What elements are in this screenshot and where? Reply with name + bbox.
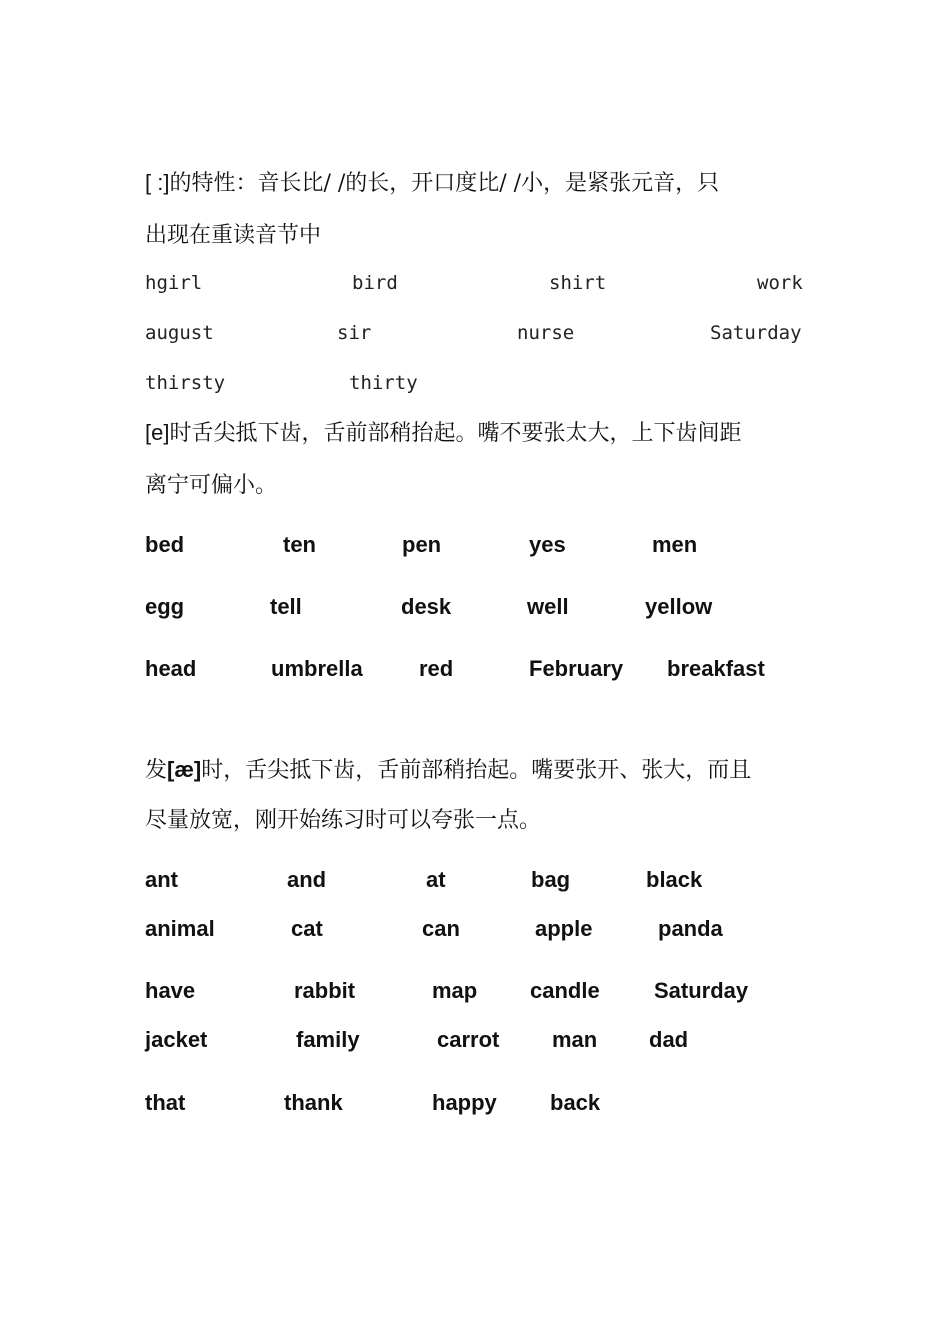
word: work [757, 272, 803, 294]
word: rabbit [294, 978, 356, 1003]
section-ae-symbol: [æ] [167, 757, 202, 782]
word: ten [283, 532, 316, 557]
word: map [432, 978, 478, 1003]
word: Saturday [710, 322, 802, 344]
word: yellow [645, 594, 713, 619]
word: carrot [437, 1027, 500, 1052]
word: shirt [549, 272, 607, 294]
word: candle [530, 978, 600, 1003]
word: pen [402, 532, 442, 557]
word: jacket [145, 1027, 208, 1052]
word: red [419, 656, 454, 681]
word: well [527, 594, 569, 619]
word: panda [658, 916, 723, 941]
word: bird [352, 272, 398, 294]
word: umbrella [271, 656, 363, 681]
word: yes [529, 532, 566, 557]
word: cat [291, 916, 323, 941]
section-e-description-line-2: 离宁可偏小。 [145, 473, 278, 498]
word: February [529, 656, 624, 681]
word: at [426, 867, 446, 892]
word: august [145, 322, 214, 344]
section-er-symbol: [ :] [145, 170, 170, 195]
word: family [296, 1027, 360, 1052]
section-e-desc-1: 时舌尖抵下齿，舌前部稍抬起。嘴不要张太大，上下齿间距 [169, 421, 742, 446]
word: head [145, 656, 197, 681]
word: back [550, 1090, 601, 1115]
word: breakfast [667, 656, 765, 681]
section-er-description-line-1 [145, 166, 807, 197]
word: bed [145, 532, 185, 557]
word: thirsty [145, 372, 226, 394]
word: have [145, 978, 196, 1003]
section-e-symbol: [e] [145, 420, 170, 445]
section-er-desc-1: 的特性：音长比/ /的长，开口度比/ /小，是紧张元音，只 [169, 171, 720, 196]
word: ant [145, 867, 178, 892]
word: nurse [517, 322, 575, 344]
section-ae-desc-1: 时，舌尖抵下齿，舌前部稍抬起。嘴要张开、张大，而且 [201, 758, 752, 783]
word: and [287, 867, 327, 892]
section-e-description-line-1 [145, 416, 807, 447]
word: Saturday [654, 978, 749, 1003]
word: that [145, 1090, 186, 1115]
word: dad [649, 1027, 689, 1052]
word: men [652, 532, 698, 557]
word: egg [145, 594, 185, 619]
word: can [422, 916, 460, 941]
word: man [552, 1027, 598, 1052]
section-ae-description-line-2: 尽量放宽，刚开始练习时可以夸张一点。 [145, 808, 542, 833]
word: sir [337, 322, 372, 344]
word: hgirl [145, 272, 203, 294]
word: bag [531, 867, 571, 892]
section-ae-prefix: 发 [145, 758, 168, 783]
word: tell [270, 594, 302, 619]
section-er-description-line-2: 出现在重读音节中 [145, 223, 322, 248]
word: apple [535, 916, 593, 941]
word: thirty [349, 372, 418, 394]
word: happy [432, 1090, 497, 1115]
word: desk [401, 594, 452, 619]
section-ae-description-line-1 [145, 753, 807, 784]
word: animal [145, 916, 215, 941]
word: black [646, 867, 703, 892]
word: thank [284, 1090, 343, 1115]
